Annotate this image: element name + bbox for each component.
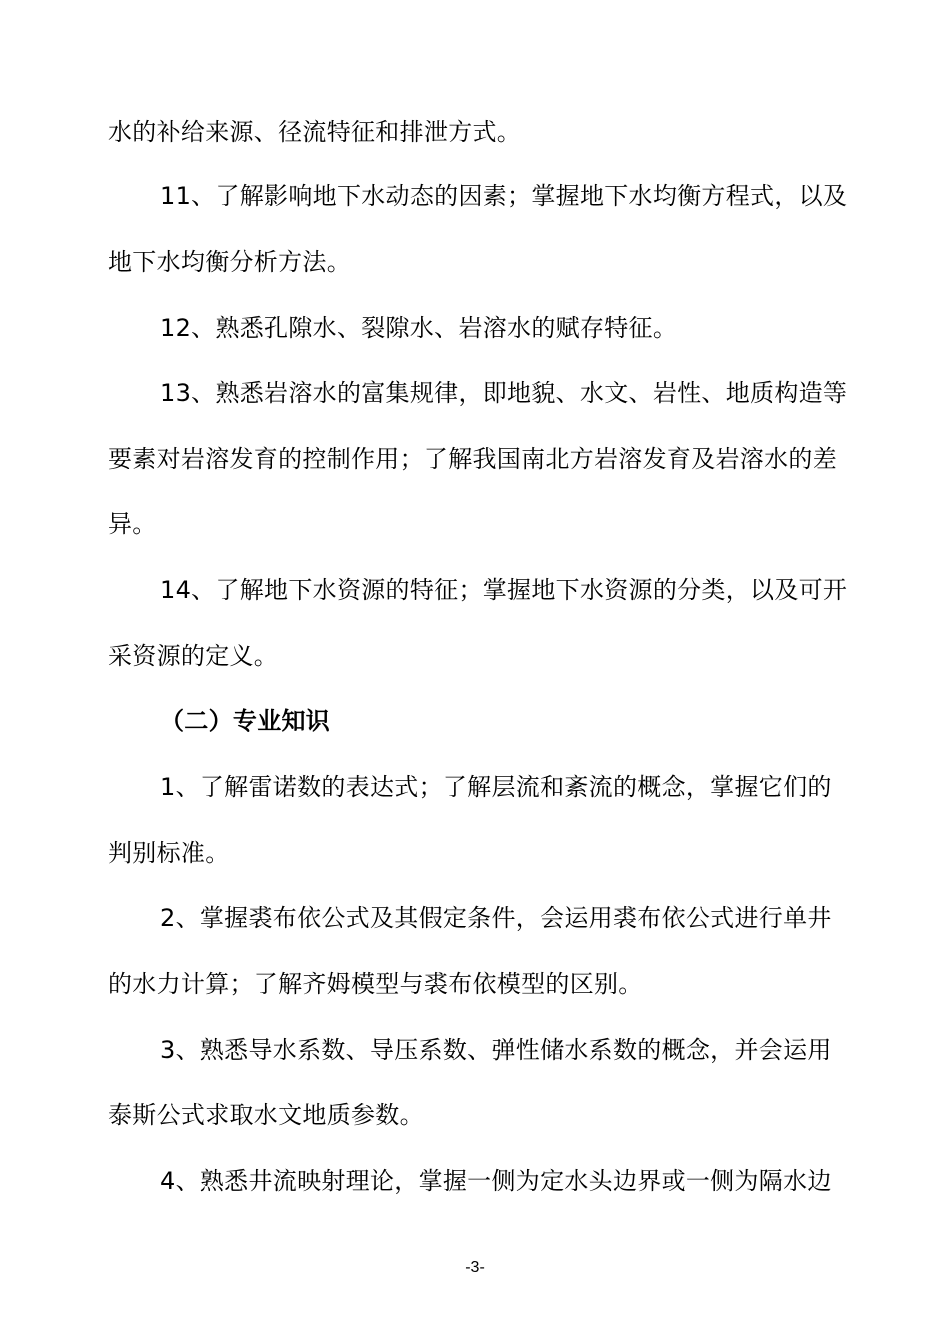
text-line: 12、熟悉孔隙水、裂隙水、岩溶水的赋存特征。	[160, 314, 678, 342]
text-line: 2、掌握裘布依公式及其假定条件，会运用裘布依公式进行单井	[160, 904, 832, 932]
text-line: 采资源的定义。	[108, 642, 279, 670]
text-line: 异。	[108, 510, 157, 538]
text-line: 1、了解雷诺数的表达式；了解层流和紊流的概念，掌握它们的	[160, 773, 832, 801]
text-line: 水的补给来源、径流特征和排泄方式。	[108, 118, 522, 146]
text-line: 的水力计算；了解齐姆模型与裘布依模型的区别。	[108, 970, 643, 998]
section-heading: （二）专业知识	[160, 707, 331, 735]
text-line: 11、了解影响地下水动态的因素；掌握地下水均衡方程式，以及	[160, 182, 848, 210]
text-line: 13、熟悉岩溶水的富集规律，即地貌、水文、岩性、地质构造等	[160, 379, 848, 407]
text-line: 地下水均衡分析方法。	[108, 248, 351, 276]
text-line: 要素对岩溶发育的控制作用；了解我国南北方岩溶发育及岩溶水的差	[108, 445, 837, 473]
text-line: 泰斯公式求取水文地质参数。	[108, 1101, 424, 1129]
text-line: 4、熟悉井流映射理论，掌握一侧为定水头边界或一侧为隔水边	[160, 1167, 832, 1195]
text-line: 判别标准。	[108, 839, 230, 867]
page-number: -3-	[465, 1259, 485, 1276]
text-line: 3、熟悉导水系数、导压系数、弹性储水系数的概念，并会运用	[160, 1036, 832, 1064]
text-line: 14、了解地下水资源的特征；掌握地下水资源的分类，以及可开	[160, 576, 848, 604]
